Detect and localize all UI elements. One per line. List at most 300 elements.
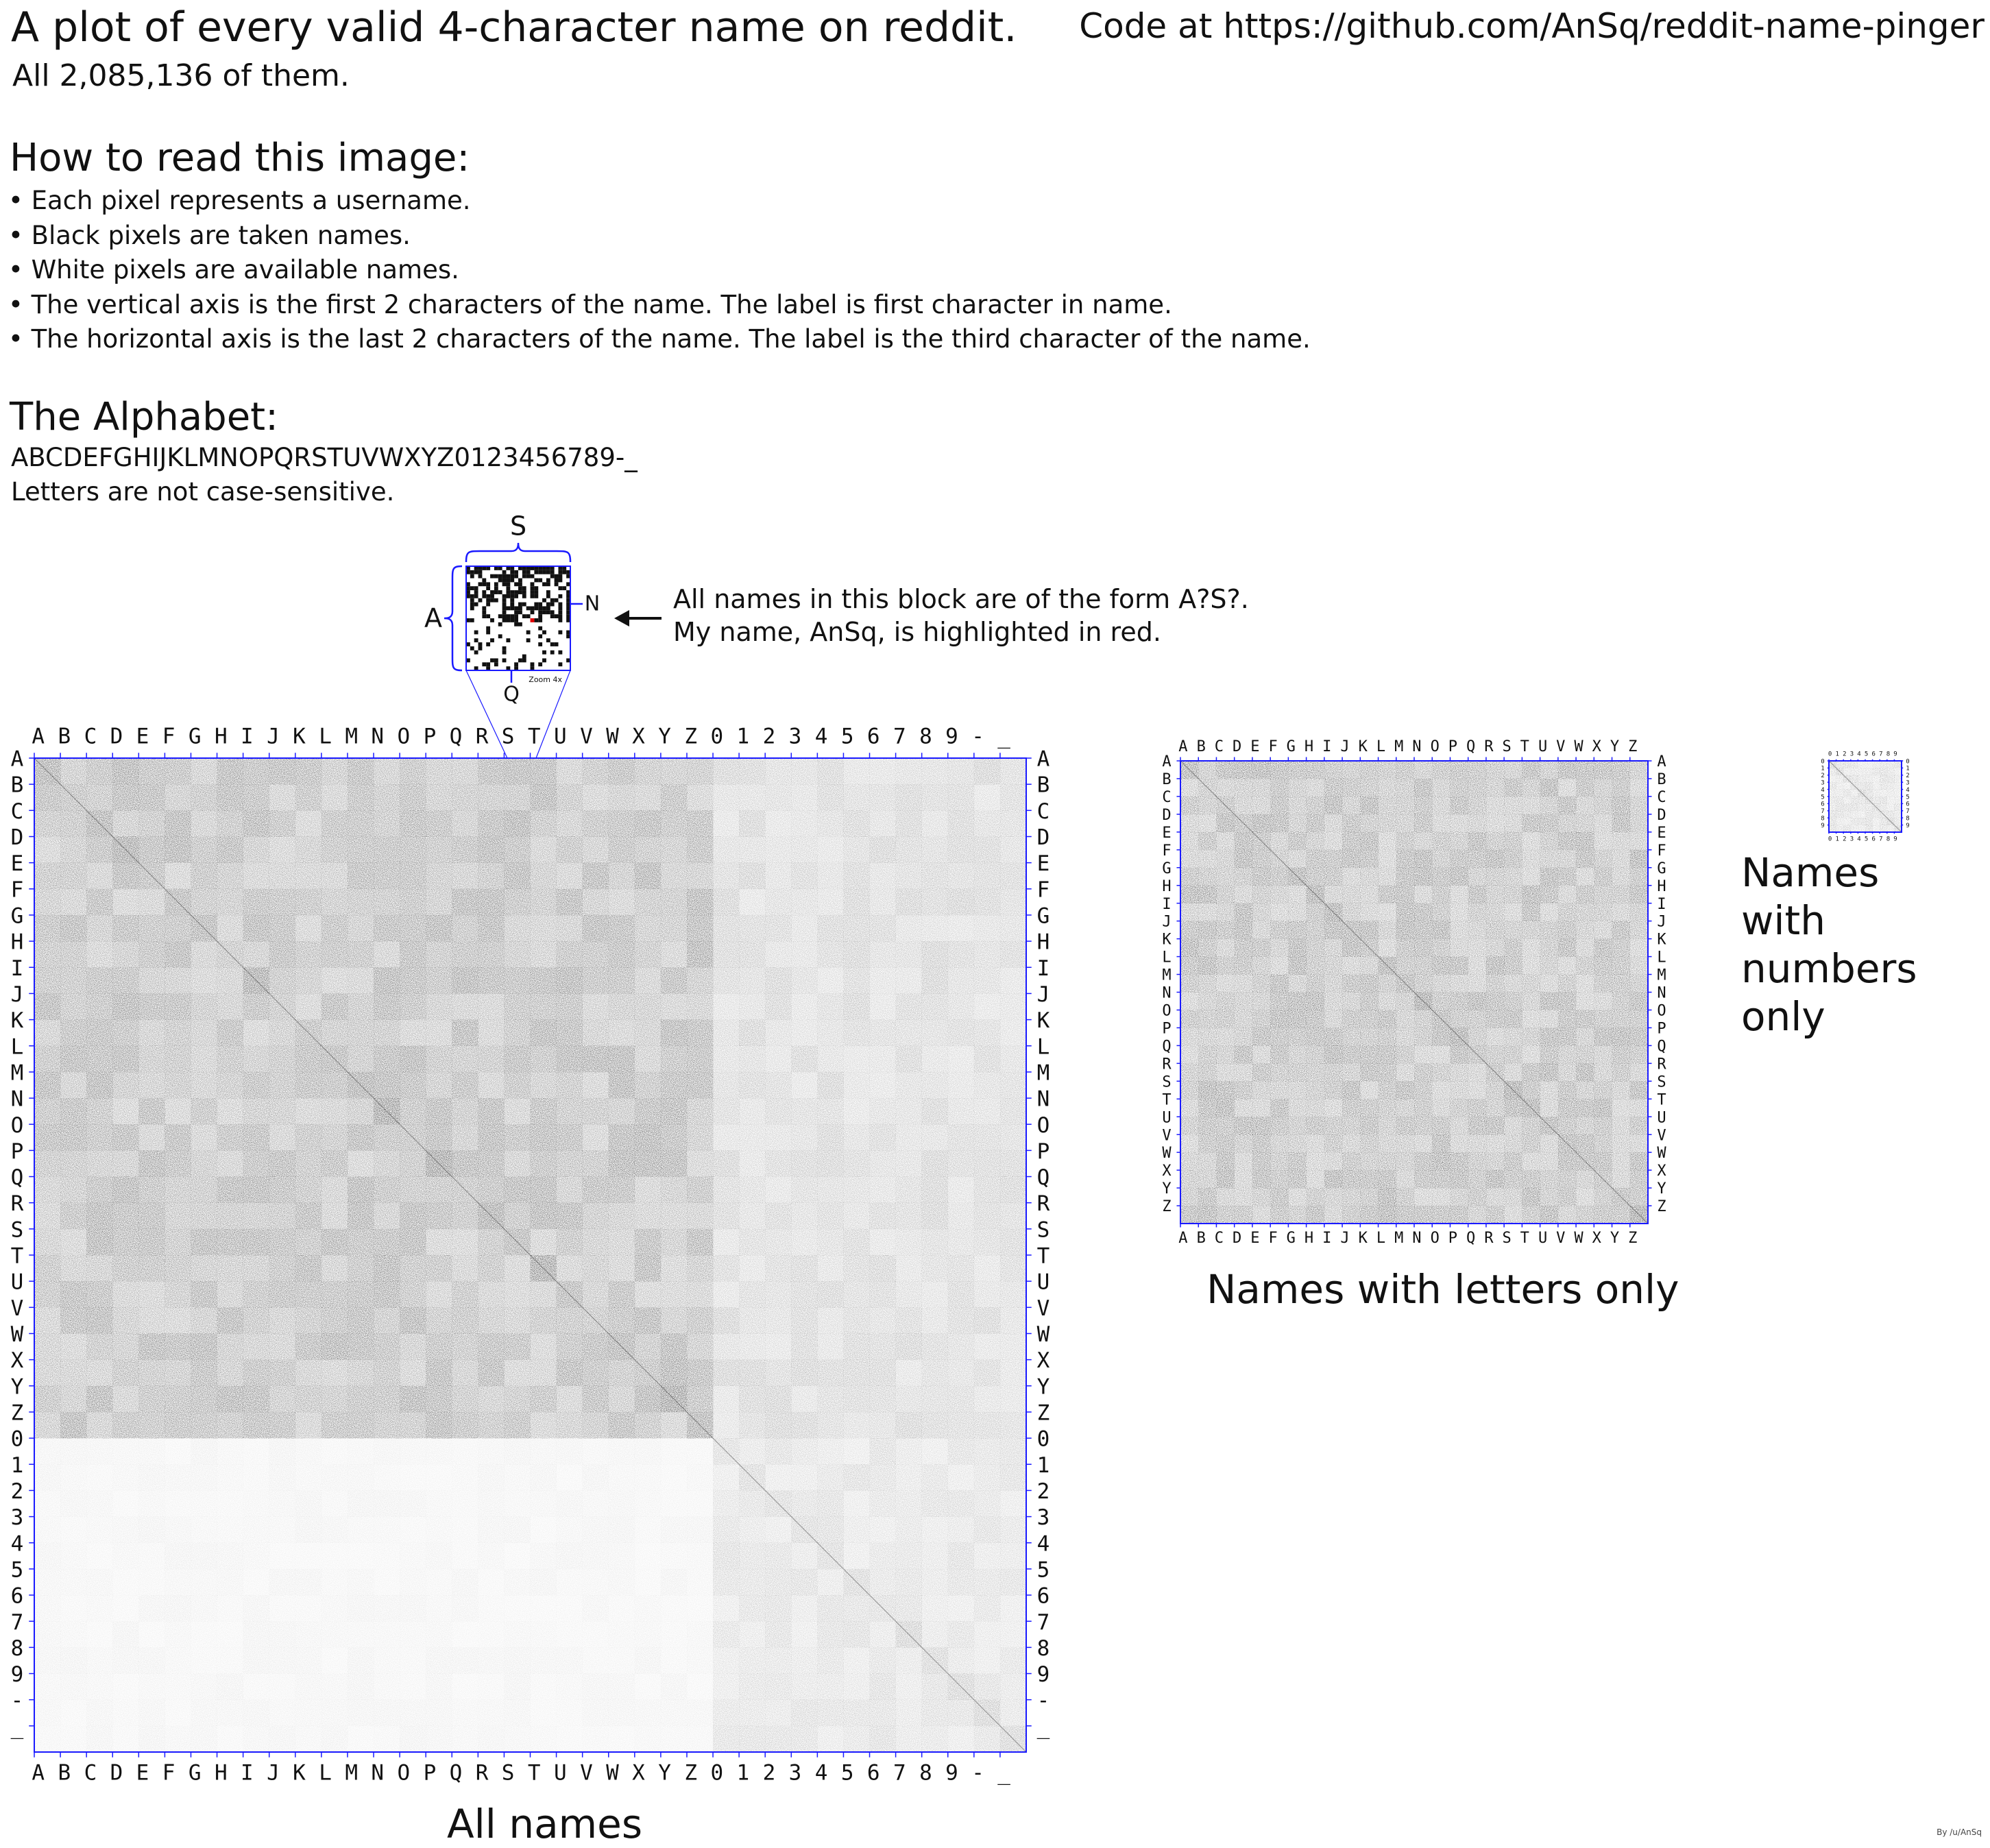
- zoom-inset-cell: [510, 590, 514, 594]
- all-names-cell: [1000, 1543, 1026, 1569]
- letters-only-cell: [1235, 1099, 1253, 1117]
- all-names-cell: [295, 1621, 321, 1647]
- letters-only-cell: [1307, 832, 1325, 850]
- zoom-inset-cell: [502, 598, 507, 603]
- numbers-only-left-tick-label: 5: [1821, 794, 1825, 801]
- all-names-cell: [165, 1490, 191, 1516]
- all-names-cell: [400, 993, 426, 1019]
- letters-only-left-tick-label: P: [1162, 1020, 1172, 1038]
- all-names-cell: [191, 1098, 217, 1124]
- all-names-cell: [531, 810, 557, 836]
- letters-only-left-tick-label: U: [1162, 1109, 1172, 1127]
- numbers-only-cell: [1887, 797, 1895, 804]
- all-names-cell: [138, 1020, 165, 1046]
- all-names-cell: [217, 1490, 243, 1516]
- letters-only-left-tick-label: E: [1162, 824, 1172, 842]
- all-names-cell: [713, 1124, 739, 1150]
- letters-only-cell: [1360, 957, 1379, 975]
- numbers-only-cell: [1858, 803, 1865, 811]
- all-names-cell: [609, 1647, 635, 1673]
- all-names-right-tick-label: 3: [1036, 1505, 1050, 1531]
- letters-only-cell: [1252, 1188, 1271, 1206]
- all-names-right-tick-label: 7: [1036, 1609, 1050, 1635]
- all-names-cell: [269, 1333, 295, 1359]
- letters-only-cell: [1324, 957, 1343, 975]
- all-names-cell: [191, 1543, 217, 1569]
- all-names-bottom-tick-label: D: [110, 1760, 123, 1786]
- all-names-cell: [60, 1281, 86, 1307]
- letters-only-top-tick-label: Y: [1610, 738, 1620, 755]
- zoom-inset-cell: [506, 638, 510, 642]
- letters-only-cell: [1504, 1010, 1522, 1028]
- all-names-cell: [843, 836, 869, 862]
- all-names-cell: [191, 1203, 217, 1229]
- letters-only-cell: [1504, 1170, 1522, 1188]
- zoom-inset-cell: [518, 610, 522, 614]
- numbers-only-cell: [1829, 782, 1836, 790]
- numbers-only-right-tick-label: 8: [1906, 815, 1910, 823]
- all-names-cell: [948, 1203, 974, 1229]
- all-names-cell: [112, 1490, 138, 1516]
- letters-only-cell: [1324, 1188, 1343, 1206]
- letters-only-cell: [1450, 1170, 1468, 1188]
- numbers-only-cell: [1829, 825, 1836, 833]
- all-names-bottom-tick-label: 6: [866, 1760, 880, 1786]
- all-names-cell: [557, 915, 583, 941]
- zoom-inset-cell: [474, 631, 478, 635]
- all-names-cell: [60, 1360, 86, 1386]
- zoom-description-line2: My name, AnSq, is highlighted in red.: [673, 617, 1161, 647]
- zoom-inset-cell: [522, 614, 526, 618]
- all-names-cell: [374, 836, 400, 862]
- all-names-cell: [531, 1124, 557, 1150]
- letters-only-cell: [1504, 903, 1522, 921]
- all-names-cell: [295, 1150, 321, 1176]
- letters-only-cell: [1540, 1028, 1559, 1045]
- all-names-cell: [870, 1229, 896, 1255]
- all-names-cell: [60, 915, 86, 941]
- all-names-cell: [374, 1438, 400, 1464]
- all-names-cell: [896, 1569, 922, 1595]
- letters-only-right-tick-label: I: [1657, 895, 1666, 913]
- all-names-bottom-tick-label: 9: [945, 1760, 958, 1786]
- zoom-inset-cell: [534, 603, 538, 607]
- letters-only-cell: [1379, 903, 1397, 921]
- all-names-cell: [1000, 836, 1026, 862]
- all-names-cell: [583, 1098, 609, 1124]
- all-names-right-tick-label: B: [1036, 773, 1050, 798]
- letters-only-cell: [1235, 1063, 1253, 1081]
- all-names-cell: [870, 1150, 896, 1176]
- all-names-cell: [948, 1098, 974, 1124]
- zoom-inset-cell: [518, 622, 522, 627]
- letters-only-cell: [1307, 1152, 1325, 1170]
- zoom-inset-cell: [546, 610, 550, 614]
- all-names-bottom-tick-label: K: [293, 1760, 306, 1786]
- all-names-top-tick-label: 4: [814, 724, 828, 749]
- all-names-cell: [86, 1647, 112, 1673]
- all-names-cell: [687, 915, 713, 941]
- letters-only-cell: [1198, 1152, 1217, 1170]
- zoom-inset-cell: [474, 638, 478, 642]
- all-names-cell: [765, 1700, 791, 1726]
- all-names-cell: [843, 1229, 869, 1255]
- all-names-cell: [243, 1098, 269, 1124]
- letters-only-cell: [1379, 1010, 1397, 1028]
- numbers-only-bottom-tick-label: 6: [1871, 836, 1876, 843]
- all-names-cell: [374, 1412, 400, 1438]
- all-names-cell: [817, 784, 843, 810]
- all-names-cell: [269, 758, 295, 784]
- all-names-cell: [557, 1726, 583, 1752]
- all-names-cell: [843, 1700, 869, 1726]
- all-names-bottom-tick-label: S: [501, 1760, 515, 1786]
- all-names-cell: [426, 1543, 452, 1569]
- all-names-cell: [452, 1124, 478, 1150]
- all-names-cell: [321, 993, 348, 1019]
- numbers-only-left-tick-label: 4: [1821, 786, 1825, 794]
- code-link[interactable]: Code at https://github.com/AnSq/reddit-name-pinger: [1079, 6, 1985, 46]
- numbers-only-cell: [1843, 761, 1851, 768]
- zoom-inset-cell: [478, 646, 483, 651]
- all-names-bottom-tick-label: G: [188, 1760, 202, 1786]
- letters-only-cell: [1432, 975, 1451, 993]
- letters-only-cell: [1235, 779, 1253, 797]
- letters-only-cell: [1594, 1028, 1612, 1045]
- all-names-cell: [478, 1490, 504, 1516]
- all-names-cell: [1000, 967, 1026, 993]
- all-names-cell: [870, 1464, 896, 1490]
- all-names-cell: [870, 1124, 896, 1150]
- all-names-cell: [348, 1700, 374, 1726]
- all-names-cell: [896, 941, 922, 967]
- letters-only-cell: [1235, 903, 1253, 921]
- all-names-cell: [557, 1360, 583, 1386]
- all-names-cell: [870, 1046, 896, 1072]
- all-names-cell: [478, 1177, 504, 1203]
- all-names-cell: [112, 1307, 138, 1333]
- all-names-cell: [400, 836, 426, 862]
- all-names-cell: [374, 1647, 400, 1673]
- numbers-only-cell: [1894, 818, 1902, 825]
- zoom-inset-cell: [542, 631, 546, 635]
- all-names-bottom-tick-label: C: [84, 1760, 97, 1786]
- letters-only-cell: [1558, 993, 1577, 1010]
- zoom-inset-cell: [538, 662, 542, 666]
- numbers-only-right-tick-label: 6: [1906, 801, 1910, 808]
- all-names-cell: [60, 1700, 86, 1726]
- all-names-cell: [478, 1438, 504, 1464]
- all-names-cell: [557, 1700, 583, 1726]
- all-names-left-tick-label: 7: [10, 1609, 24, 1635]
- all-names-cell: [1000, 941, 1026, 967]
- letters-only-cell: [1288, 957, 1307, 975]
- all-names-cell: [269, 967, 295, 993]
- letters-only-cell: [1235, 832, 1253, 850]
- zoom-bottom-label: Q: [503, 682, 520, 707]
- all-names-cell: [400, 1255, 426, 1281]
- all-names-cell: [765, 1229, 791, 1255]
- letters-only-left-tick-label: A: [1162, 753, 1172, 771]
- all-names-left-tick-label: _: [10, 1714, 24, 1740]
- all-names-cell: [34, 1621, 60, 1647]
- all-names-cell: [138, 1150, 165, 1176]
- all-names-cell: [34, 941, 60, 967]
- all-names-cell: [687, 810, 713, 836]
- all-names-cell: [138, 1203, 165, 1229]
- all-names-cell: [112, 1124, 138, 1150]
- all-names-cell: [948, 1333, 974, 1359]
- zoom-inset-cell: [486, 631, 490, 635]
- zoom-inset-cell: [514, 614, 518, 618]
- all-names-cell: [974, 1464, 1000, 1490]
- letters-only-cell: [1198, 1170, 1217, 1188]
- all-names-cell: [531, 1307, 557, 1333]
- all-names-top-tick-label: B: [58, 724, 71, 749]
- letters-only-cell: [1180, 850, 1199, 868]
- all-names-cell: [34, 1046, 60, 1072]
- all-names-cell: [138, 784, 165, 810]
- letters-only-cell: [1414, 1028, 1433, 1045]
- letters-only-cell: [1468, 1117, 1487, 1134]
- letters-only-cell: [1342, 1010, 1361, 1028]
- all-names-cell: [1000, 1255, 1026, 1281]
- highlight-cell: [531, 618, 535, 622]
- all-names-cell: [531, 1386, 557, 1412]
- letters-only-cell: [1522, 1206, 1540, 1224]
- all-names-cell: [295, 967, 321, 993]
- all-names-cell: [843, 1281, 869, 1307]
- all-names-cell: [191, 1621, 217, 1647]
- letters-only-bottom-tick-label: B: [1196, 1230, 1206, 1247]
- all-names-cell: [791, 1360, 817, 1386]
- letters-only-cell: [1324, 975, 1343, 993]
- zoom-inset-cell: [518, 590, 522, 594]
- all-names-cell: [452, 1438, 478, 1464]
- all-names-cell: [1000, 1072, 1026, 1098]
- all-names-cell: [374, 1150, 400, 1176]
- all-names-cell: [243, 1255, 269, 1281]
- all-names-cell: [531, 1726, 557, 1752]
- all-names-cell: [922, 1726, 948, 1752]
- all-names-cell: [374, 1046, 400, 1072]
- all-names-cell: [348, 1203, 374, 1229]
- zoom-inset-cell: [555, 582, 559, 586]
- all-names-cell: [243, 1569, 269, 1595]
- all-names-cell: [165, 967, 191, 993]
- howto-bullet: • The vertical axis is the first 2 characters of the name. The label is first character in name.: [8, 289, 1172, 319]
- letters-only-cell: [1360, 832, 1379, 850]
- letters-only-cell: [1180, 1134, 1199, 1152]
- all-names-cell: [791, 993, 817, 1019]
- all-names-cell: [400, 1333, 426, 1359]
- all-names-cell: [321, 1333, 348, 1359]
- all-names-cell: [478, 1307, 504, 1333]
- letters-only-cell: [1522, 850, 1540, 868]
- letters-only-bottom-tick-label: L: [1376, 1230, 1386, 1247]
- all-names-cell: [374, 915, 400, 941]
- letters-only-cell: [1396, 1081, 1415, 1099]
- all-names-cell: [661, 1020, 687, 1046]
- letters-only-cell: [1450, 797, 1468, 814]
- zoom-inset-cell: [531, 586, 535, 590]
- letters-only-cell: [1288, 1117, 1307, 1134]
- all-names-cell: [948, 1621, 974, 1647]
- all-names-cell: [531, 1674, 557, 1700]
- all-names-cell: [60, 1647, 86, 1673]
- all-names-cell: [269, 836, 295, 862]
- all-names-cell: [191, 1281, 217, 1307]
- numbers-only-cell: [1880, 790, 1887, 797]
- numbers-only-cell: [1858, 811, 1865, 818]
- all-names-cell: [60, 941, 86, 967]
- all-names-top-tick-label: N: [371, 724, 385, 749]
- all-names-cell: [974, 915, 1000, 941]
- all-names-cell: [60, 1490, 86, 1516]
- letters-only-cell: [1307, 761, 1325, 779]
- all-names-cell: [635, 810, 661, 836]
- all-names-cell: [609, 1281, 635, 1307]
- all-names-cell: [609, 1046, 635, 1072]
- all-names-cell: [269, 1229, 295, 1255]
- letters-only-cell: [1450, 1188, 1468, 1206]
- all-names-cell: [922, 1020, 948, 1046]
- all-names-top-tick-label: J: [267, 724, 280, 749]
- numbers-only-cell: [1873, 797, 1880, 804]
- letters-only-cell: [1450, 1045, 1468, 1063]
- numbers-only-cell: [1843, 797, 1851, 804]
- all-names-top-tick-label: 6: [866, 724, 880, 749]
- letters-only-cell: [1342, 832, 1361, 850]
- all-names-cell: [86, 784, 112, 810]
- numbers-only-density: [1829, 761, 1902, 832]
- all-names-cell: [295, 889, 321, 915]
- all-names-cell: [191, 889, 217, 915]
- zoom-inset-cell: [510, 570, 514, 574]
- all-names-cell: [191, 1674, 217, 1700]
- all-names-cell: [86, 941, 112, 967]
- all-names-cell: [478, 1360, 504, 1386]
- all-names-cell: [687, 1333, 713, 1359]
- numbers-only-cell: [1843, 818, 1851, 825]
- letters-only-cell: [1252, 1081, 1271, 1099]
- all-names-cell: [870, 1647, 896, 1673]
- numbers-only-cell: [1836, 803, 1844, 811]
- all-names-cell: [870, 915, 896, 941]
- letters-only-cell: [1379, 886, 1397, 903]
- all-names-cell: [948, 1595, 974, 1621]
- numbers-only-cell: [1843, 790, 1851, 797]
- letters-only-right-tick-label: J: [1657, 913, 1666, 931]
- letters-only-cell: [1198, 1188, 1217, 1206]
- zoom-inset-cell: [490, 658, 494, 662]
- all-names-cell: [609, 784, 635, 810]
- all-names-cell: [713, 1700, 739, 1726]
- all-names-cell: [504, 1621, 530, 1647]
- all-names-cell: [452, 1046, 478, 1072]
- letters-only-top-tick-label: T: [1520, 738, 1529, 755]
- all-names-right-tick-label: Q: [1036, 1165, 1050, 1191]
- letters-only-cell: [1486, 1028, 1505, 1045]
- all-names-cell: [34, 1490, 60, 1516]
- all-names-cell: [504, 941, 530, 967]
- all-names-cell: [1000, 1281, 1026, 1307]
- numbers-only-cell: [1865, 811, 1873, 818]
- zoom-inset-cell: [502, 606, 507, 610]
- all-names-cell: [583, 1203, 609, 1229]
- all-names-bottom-tick-label: F: [162, 1760, 175, 1786]
- all-names-cell: [348, 1726, 374, 1752]
- zoom-inset-cell: [510, 594, 514, 598]
- letters-only-cell: [1540, 1099, 1559, 1117]
- letters-only-cell: [1235, 975, 1253, 993]
- all-names-cell: [34, 967, 60, 993]
- all-names-cell: [348, 1150, 374, 1176]
- all-names-cell: [870, 1255, 896, 1281]
- all-names-cell: [557, 1412, 583, 1438]
- all-names-cell: [531, 1098, 557, 1124]
- letters-only-top-tick-label: N: [1412, 738, 1422, 755]
- all-names-cell: [896, 1020, 922, 1046]
- all-names-cell: [661, 1647, 687, 1673]
- all-names-cell: [295, 784, 321, 810]
- all-names-cell: [557, 1386, 583, 1412]
- letters-only-right-tick-label: S: [1657, 1073, 1666, 1091]
- letters-only-cell: [1468, 761, 1487, 779]
- all-names-cell: [34, 1255, 60, 1281]
- all-names-cell: [791, 1046, 817, 1072]
- letters-only-cell: [1379, 1170, 1397, 1188]
- all-names-cell: [843, 1333, 869, 1359]
- letters-only-cell: [1540, 1134, 1559, 1152]
- all-names-cell: [531, 1360, 557, 1386]
- all-names-cell: [426, 863, 452, 889]
- all-names-cell: [791, 1124, 817, 1150]
- all-names-cell: [321, 889, 348, 915]
- letters-only-bottom-tick-label: Z: [1628, 1230, 1638, 1247]
- all-names-cell: [478, 941, 504, 967]
- letters-only-cell: [1612, 761, 1631, 779]
- all-names-cell: [504, 1412, 530, 1438]
- zoom-inset-cell: [502, 603, 507, 607]
- all-names-cell: [243, 1517, 269, 1543]
- letters-only-left-tick-label: W: [1162, 1145, 1172, 1163]
- letters-only-cell: [1180, 797, 1199, 814]
- all-names-cell: [321, 1098, 348, 1124]
- all-names-cell: [374, 1674, 400, 1700]
- all-names-cell: [321, 1072, 348, 1098]
- all-names-bottom-tick-label: -: [971, 1760, 984, 1786]
- all-names-cell: [295, 1490, 321, 1516]
- zoom-inset-cell: [490, 574, 494, 579]
- numbers-only-top-tick-label: 5: [1864, 751, 1869, 758]
- all-names-left-tick-label: Y: [10, 1374, 24, 1400]
- all-names-top-tick-label: G: [188, 724, 202, 749]
- letters-only-cell: [1414, 1010, 1433, 1028]
- letters-only-cell: [1342, 1152, 1361, 1170]
- letters-only-cell: [1630, 921, 1649, 939]
- all-names-cell: [948, 1177, 974, 1203]
- all-names-cell: [1000, 1569, 1026, 1595]
- all-names-cell: [1000, 1020, 1026, 1046]
- all-names-right-tick-label: X: [1036, 1348, 1050, 1374]
- all-names-cell: [713, 1569, 739, 1595]
- letters-only-cell: [1432, 921, 1451, 939]
- all-names-cell: [269, 1543, 295, 1569]
- numbers-only-cell: [1836, 790, 1844, 797]
- all-names-cell: [739, 1020, 765, 1046]
- numbers-only-cell: [1880, 775, 1887, 783]
